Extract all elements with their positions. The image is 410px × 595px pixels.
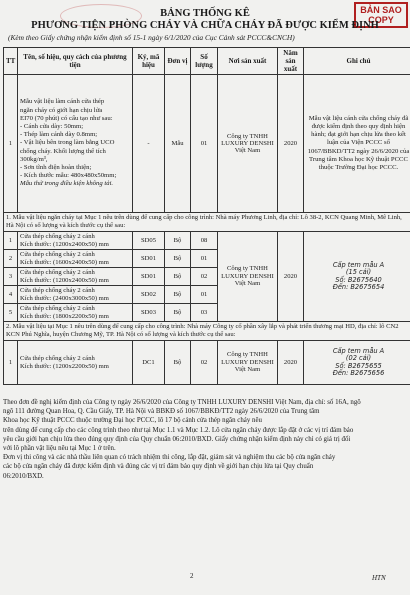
product-cell [18, 268, 133, 286]
code-cell: SD01 [133, 268, 165, 286]
section1-header-row [4, 213, 410, 232]
product-size: Kích thước: (1200x2400x50) mm [20, 276, 109, 284]
product-description [18, 75, 133, 213]
document-title: BẢNG THỐNG KÊ [160, 8, 250, 19]
note-line: Đến: B2675656 [332, 369, 385, 377]
unit-cell: Bộ [165, 232, 191, 250]
desc-line: 300kg/m³, [20, 155, 48, 163]
code-cell: SD02 [133, 286, 165, 304]
unit-cell: Bộ [165, 268, 191, 286]
desc-line: - Kích thước mẫu: 480x480x50mm; [20, 172, 117, 180]
note-cell [304, 341, 410, 385]
year-cell: 2020 [278, 341, 304, 385]
product-size: Kích thước: (1200x2200x50) mm [20, 362, 109, 370]
copy-stamp-line1: BẢN SAO [360, 5, 402, 15]
product-cell [18, 250, 133, 268]
note-line: Số: B2675640 [335, 275, 382, 284]
note-line: Số: B2675655 [335, 361, 382, 370]
note-paragraph: Theo đơn đề nghị kiểm định của Công ty ngày 26/6/2020 của Công ty TNHH LUXURY DENSHI Việt Nam, địa chỉ: số 16A, ngõ [3, 399, 361, 406]
row-number: 2 [4, 250, 18, 268]
copy-stamp-line2: COPY [368, 15, 394, 25]
note-paragraph: Đơn vị thi công và các nhà thầu liên quan có trách nhiệm thi công, lắp đặt, giám sát và nghiệm thu các bộ cửa ngăn cháy [3, 454, 336, 462]
product-cell [18, 304, 133, 322]
section2-header-row [4, 322, 410, 341]
desc-line: Mẫu thử trong điều kiện không tải. [20, 180, 114, 188]
qty-cell: 01 [191, 286, 218, 304]
note-cell: Mẫu vật liệu cánh cửa chống cháy đã được kiểm định theo quy định hiện hành; đạt giới hạn chịu lửa theo kết luận của Viện PCCC số 1067/BBKD/TT2 ngày 26/6/2020 của Trung tâm Khoa học Kỹ thuật PCCC thuộc Trường Đại học PCCC. [304, 75, 410, 213]
code-cell: DC1 [133, 341, 165, 385]
inspection-table [3, 47, 410, 385]
desc-line: - Sơn tĩnh điện hoàn thiện; [20, 164, 92, 171]
code-cell: SD03 [133, 304, 165, 322]
qty-cell: 02 [191, 341, 218, 385]
desc-line: EI70 (70 phút) có cấu tạo như sau: [20, 114, 113, 122]
header-cell: TT [4, 48, 18, 75]
table-row [4, 75, 410, 213]
note-cell [304, 232, 410, 322]
note-line: (15 cái) [345, 268, 372, 276]
code-cell: - [133, 75, 165, 213]
desc-line: - Thép làm cánh dày 0.8mm; [20, 131, 98, 139]
product-size: Kích thước: (1200x2400x50) mm [20, 240, 109, 248]
note-paragraph: với lô phần vật liệu nêu tại Mục 1 ở trên. [3, 445, 116, 453]
note-paragraph: các bộ cửa ngăn cháy đã được kiểm định và đúng các vị trí đảm bảo quy định về giới hạn chịu lửa tại Quy chuẩn [3, 463, 314, 471]
header-cell: Ghi chú [304, 48, 410, 75]
desc-line: - Cánh cửa dày: 50mm; [20, 122, 84, 130]
header-cell: Đơn vị [165, 48, 191, 75]
origin-cell: Công ty TNHH LUXURY DENSHI Việt Nam [218, 341, 278, 385]
row-number: 5 [4, 304, 18, 322]
notes-section [3, 398, 407, 481]
note-line: Cấp tem mẫu A [332, 260, 385, 269]
unit-cell: Mẫu [165, 75, 191, 213]
code-cell: SD01 [133, 250, 165, 268]
origin-cell: Công ty TNHH LUXURY DENSHI Việt Nam [218, 232, 278, 322]
row-number: 4 [4, 286, 18, 304]
origin-cell: Công ty TNHH LUXURY DENSHI Việt Nam [218, 75, 278, 213]
note-line: Cấp tem mẫu A [332, 346, 385, 355]
product-name: Cửa thép chống cháy 2 cánh [20, 287, 95, 294]
product-cell [18, 341, 133, 385]
product-size: Kích thước: (1800x2200x50) mm [20, 312, 109, 320]
unit-cell: Bộ [165, 250, 191, 268]
note-paragraph: Khoa học Kỹ thuật PCCC thuộc trường Đại học PCCC, lô 17 bộ cánh cửa thép ngăn cháy nêu [3, 417, 262, 425]
document-title-line2: PHƯƠNG TIỆN PHÒNG CHÁY VÀ CHỮA CHÁY ĐÃ ĐƯỢC KIỂM ĐỊNH [31, 20, 379, 31]
note-line: Đến: B2675654 [332, 283, 385, 291]
note-paragraph: ngõ 111 đường Quan Hoa, Q. Cầu Giấy, TP. Hà Nội và BBKĐ số 1067/BBKĐ/TT2 ngày 26/6/2020 của Trung tâm [3, 408, 320, 416]
row-number: 1 [4, 232, 18, 250]
header-cell: Tên, số hiệu, quy cách của phương tiện [18, 48, 133, 75]
document-subtitle: (Kèm theo Giấy chứng nhận kiểm định số 15-1 ngày 6/1/2020 của Cục Cảnh sát PCCC&CNCH) [8, 33, 295, 42]
qty-cell: 08 [191, 232, 218, 250]
section1-text: 1. Mẫu vật liệu ngăn cháy tại Mục 1 nêu trên dùng để cung cấp cho công trình: Nhà máy Phương Linh, địa chỉ: Lô 38-2, KCN Quang Minh, Mê Linh, Hà Nội có số lượng và kích thước cụ thể sau: [4, 213, 410, 232]
row-number: 1 [4, 75, 18, 213]
table-header-row [4, 48, 410, 75]
header-cell: Năm sản xuất [278, 48, 304, 75]
qty-cell: 01 [191, 250, 218, 268]
product-name: Cửa thép chống cháy 2 cánh [20, 305, 95, 312]
product-name: Cửa thép chống cháy 2 cánh [20, 233, 95, 240]
year-cell: 2020 [278, 75, 304, 213]
unit-cell: Bộ [165, 286, 191, 304]
header-cell: Nơi sản xuất [218, 48, 278, 75]
note-paragraph: yêu cầu giới hạn chịu lửa theo đúng quy định của Quy chuẩn 06:2010/BXD. Giấy chứng nhận kiểm định này chỉ có giá trị đối [3, 435, 351, 443]
product-name: Cửa thép chống cháy 2 cánh [20, 269, 95, 276]
note-paragraph: 06:2010/BXD. [3, 472, 44, 480]
product-size: Kích thước: (1600x2400x50) mm [20, 258, 109, 266]
product-cell [18, 232, 133, 250]
product-name: Cửa thép chống cháy 2 cánh [20, 355, 95, 362]
desc-line: Mẫu vật liệu làm cánh cửa thép [20, 98, 105, 106]
year-cell: 2020 [278, 232, 304, 322]
header-cell: Số lượng [191, 48, 218, 75]
table-row [4, 232, 410, 250]
product-name: Cửa thép chống cháy 2 cánh [20, 251, 95, 258]
row-number: 3 [4, 268, 18, 286]
product-size: Kích thước: (2400x3000x50) mm [20, 294, 109, 302]
qty-cell: 02 [191, 268, 218, 286]
qty-cell: 01 [191, 75, 218, 213]
product-cell [18, 286, 133, 304]
unit-cell: Bộ [165, 304, 191, 322]
unit-cell: Bộ [165, 341, 191, 385]
note-paragraph: trên dùng để cung cấp cho các công trình theo như tại Mục 1.1 và Mục 1.2. Lô cửa ngăn cháy được lắp đặt ở các vị trí đảm bảo [3, 426, 354, 434]
desc-line: - Vật liệu bên trong làm bằng UCO [20, 139, 115, 147]
code-cell: SD05 [133, 232, 165, 250]
note-line: (02 cái) [345, 354, 372, 362]
row-number: 1 [4, 341, 18, 385]
desc-line: chống cháy. Khối lượng thể tích [20, 147, 106, 155]
header-cell: Ký, mã hiệu [133, 48, 165, 75]
initials: HTN [372, 574, 386, 582]
page-number: 2 [190, 572, 194, 580]
desc-line: ngăn cháy có giới hạn chịu lửa [20, 106, 103, 114]
section2-text: 2. Mẫu vật liệu tại Mục 1 nêu trên dùng để cung cấp cho công trình: Nhà máy Công ty cổ phần xây lắp và phát triển thương mại HD, địa chỉ: lô CN2 KCN Phú Nghĩa, huyện Chương Mỹ, TP. Hà Nội có số lượng và kích thước cụ thể sau: [4, 322, 410, 341]
qty-cell: 03 [191, 304, 218, 322]
table-row [4, 341, 410, 385]
